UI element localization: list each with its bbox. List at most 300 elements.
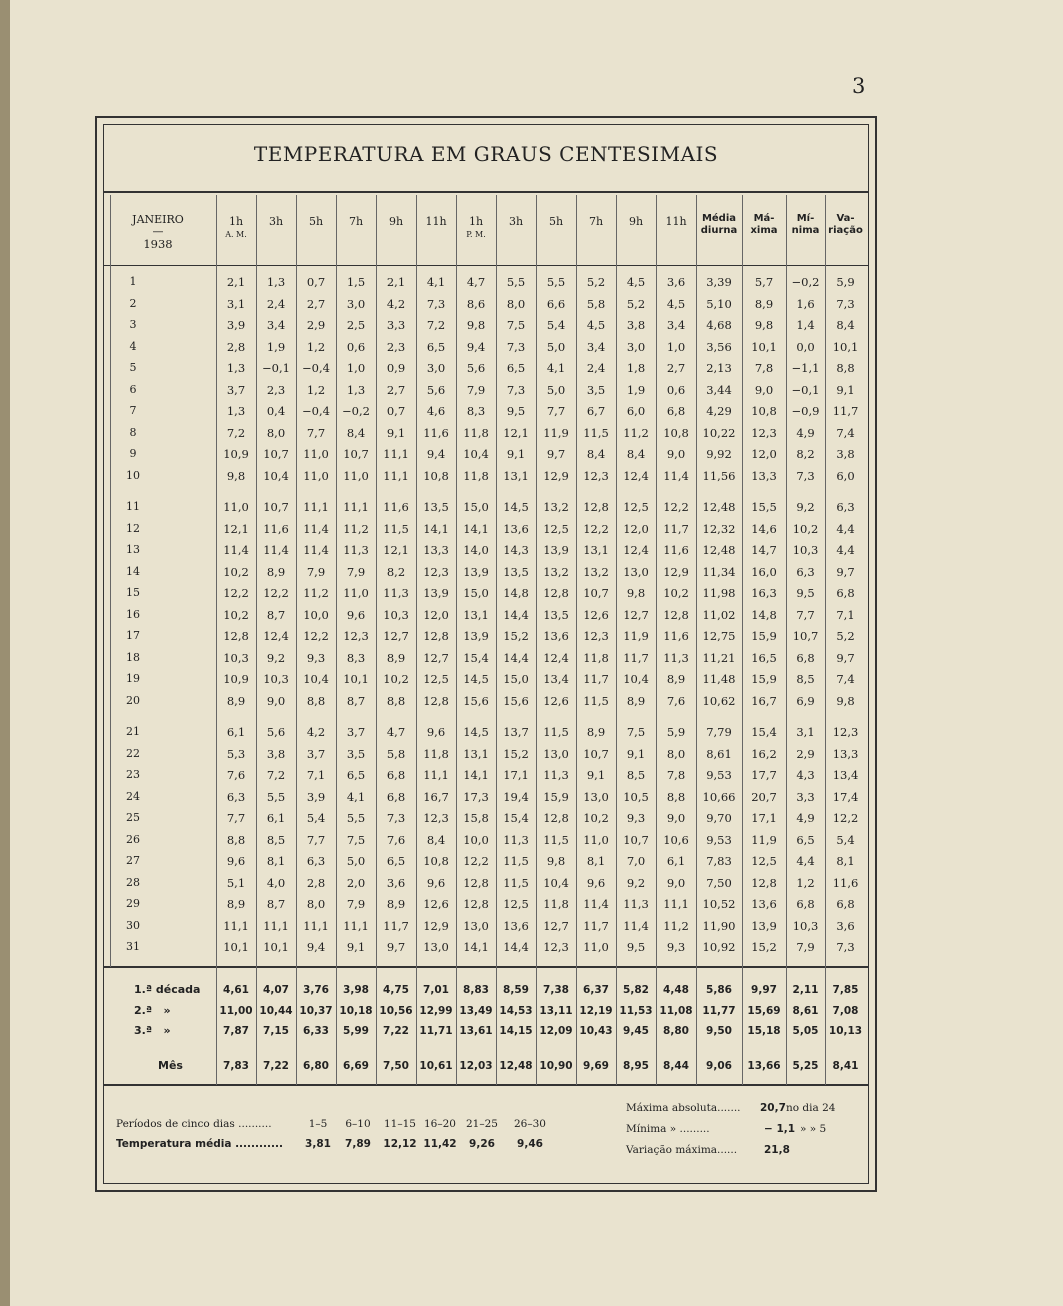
- table-cell: 12,5: [423, 672, 449, 686]
- summary-cell: 12,48: [499, 1060, 533, 1072]
- table-cell: 11,5: [583, 425, 609, 440]
- table-cell: 3,7: [226, 382, 246, 397]
- table-cell: 13,3: [832, 746, 859, 761]
- table-cell: 9,7: [836, 564, 855, 579]
- table-cell: 13,1: [583, 543, 609, 557]
- summary-cell: 15,18: [747, 1025, 781, 1037]
- table-cell: 15,4: [751, 725, 777, 739]
- table-cell: 2,13: [706, 361, 732, 375]
- table-cell: 4,6: [426, 404, 446, 418]
- table-cell: 9,0: [666, 875, 686, 890]
- table-cell: 9,8: [466, 318, 486, 332]
- summary-cell: 11,53: [619, 1005, 653, 1017]
- summary-cell: 7,08: [832, 1005, 859, 1017]
- table-cell: 13,9: [463, 564, 489, 579]
- table-cell: 11,21: [702, 650, 736, 665]
- min-abs-value: − 1,1: [764, 1123, 796, 1135]
- day-label: 23: [126, 768, 140, 781]
- variation-value: 21,8: [764, 1144, 790, 1156]
- summary-cell: 3,98: [343, 984, 369, 996]
- table-cell: 10,1: [751, 339, 777, 354]
- table-cell: 12,2: [303, 629, 329, 643]
- table-cell: 13,1: [463, 607, 489, 622]
- table-cell: 12,8: [463, 897, 489, 911]
- period-mean-temp: 3,81: [305, 1138, 331, 1150]
- table-cell: 11,1: [303, 918, 329, 933]
- table-cell: −0,9: [791, 404, 820, 418]
- table-cell: 10,9: [223, 447, 249, 461]
- table-cell: 14,6: [751, 521, 777, 536]
- table-cell: 11,4: [623, 918, 649, 933]
- table-cell: 4,5: [666, 296, 686, 311]
- table-cell: 7,8: [754, 361, 774, 375]
- table-cell: 1,5: [346, 275, 366, 289]
- table-cell: 12,4: [263, 629, 289, 643]
- summary-cell: 6,69: [343, 1060, 369, 1072]
- table-cell: 11,7: [623, 650, 649, 665]
- table-cell: 11,1: [263, 918, 289, 933]
- period-mean-temp: 9,26: [469, 1138, 495, 1150]
- table-cell: 9,1: [386, 425, 406, 440]
- column-header-sub-1: A. M.: [225, 230, 247, 239]
- table-cell: 7,3: [426, 296, 446, 311]
- table-cell: 13,2: [543, 564, 569, 579]
- table-cell: 1,3: [346, 382, 366, 397]
- table-cell: 5,2: [836, 629, 855, 643]
- table-cell: 12,2: [263, 586, 289, 600]
- table-cell: 15,2: [503, 746, 529, 761]
- table-cell: 11,3: [663, 650, 689, 665]
- table-cell: 11,6: [663, 629, 689, 643]
- table-cell: 7,3: [386, 811, 406, 825]
- table-cell: 8,8: [666, 789, 686, 804]
- table-cell: 11,7: [583, 918, 609, 933]
- table-cell: 12,9: [663, 564, 689, 579]
- table-cell: 12,32: [702, 521, 736, 536]
- table-cell: 8,4: [586, 447, 606, 461]
- table-cell: 12,3: [343, 629, 369, 643]
- table-cell: 8,6: [466, 296, 486, 311]
- day-label: 4: [129, 339, 137, 353]
- table-cell: 13,3: [751, 468, 777, 483]
- table-cell: 12,8: [543, 586, 569, 600]
- summary-cell: 13,66: [747, 1060, 781, 1072]
- table-cell: 7,5: [346, 832, 366, 847]
- table-cell: 9,8: [836, 693, 855, 708]
- summary-cell: 10,18: [339, 1005, 373, 1017]
- summary-cell: 10,90: [539, 1060, 573, 1072]
- table-cell: 10,1: [343, 672, 369, 686]
- table-cell: 13,0: [463, 918, 489, 933]
- table-cell: 9,8: [226, 468, 246, 483]
- table-cell: 6,6: [546, 296, 566, 311]
- table-cell: 10,92: [702, 940, 736, 954]
- table-cell: 14,1: [423, 521, 449, 536]
- table-cell: 5,5: [266, 789, 286, 804]
- table-cell: 1,0: [666, 339, 686, 354]
- table-cell: 8,9: [226, 693, 246, 708]
- table-cell: 7,4: [836, 672, 855, 686]
- table-cell: 10,2: [223, 607, 249, 622]
- table-cell: 8,9: [386, 897, 406, 911]
- table-cell: 12,2: [583, 521, 609, 536]
- table-cell: 11,90: [702, 918, 736, 933]
- summary-cell: 7,22: [383, 1025, 409, 1037]
- table-cell: 4,2: [386, 296, 406, 311]
- table-cell: 12,3: [423, 811, 449, 825]
- table-cell: 1,9: [266, 339, 286, 354]
- summary-cell: 11,00: [219, 1005, 253, 1017]
- table-cell: 11,3: [543, 768, 569, 782]
- table-cell: 2,0: [346, 875, 366, 890]
- table-cell: 11,1: [223, 918, 249, 933]
- table-cell: 17,7: [751, 768, 777, 782]
- table-cell: 15,0: [503, 672, 529, 686]
- min-abs-day: » » 5: [800, 1123, 827, 1135]
- summary-cell: 4,07: [263, 984, 289, 996]
- table-cell: 6,8: [796, 650, 815, 665]
- table-cell: 9,7: [836, 650, 855, 665]
- table-cell: 5,6: [266, 725, 286, 739]
- table-cell: 6,8: [836, 586, 855, 600]
- table-cell: 11,3: [343, 543, 369, 557]
- day-label: 27: [126, 854, 140, 867]
- table-cell: 9,2: [266, 650, 286, 665]
- day-label: 31: [126, 940, 140, 953]
- table-cell: 10,6: [663, 832, 689, 847]
- summary-cell: 8,80: [663, 1025, 689, 1037]
- table-cell: 11,5: [583, 693, 609, 708]
- table-cell: 12,8: [751, 875, 777, 890]
- table-cell: 8,9: [666, 672, 686, 686]
- table-cell: 2,8: [306, 875, 326, 890]
- table-cell: 10,7: [583, 746, 609, 761]
- table-cell: 7,5: [626, 725, 646, 739]
- table-cell: 15,6: [503, 693, 529, 708]
- table-cell: 6,0: [626, 404, 646, 418]
- table-cell: 12,7: [383, 629, 409, 643]
- summary-cell: 8,59: [503, 984, 529, 996]
- table-cell: 10,7: [263, 447, 289, 461]
- table-cell: 7,7: [226, 811, 246, 825]
- summary-rule: [103, 966, 869, 968]
- table-cell: 4,4: [836, 521, 855, 536]
- summary-cell: 5,82: [623, 984, 649, 996]
- summary-cell: 10,44: [259, 1005, 293, 1017]
- table-cell: 8,7: [266, 607, 286, 622]
- title-rule: [103, 191, 869, 193]
- table-cell: 8,1: [836, 854, 855, 868]
- table-cell: 9,7: [386, 940, 406, 954]
- table-cell: 2,3: [266, 382, 286, 397]
- table-cell: 12,48: [702, 543, 736, 557]
- table-cell: 14,8: [503, 586, 529, 600]
- table-cell: 13,4: [543, 672, 569, 686]
- summary-cell: 7,01: [423, 984, 449, 996]
- summary-label: 3.ª »: [134, 1024, 171, 1037]
- column-header-sub-14: xima: [750, 225, 778, 236]
- table-cell: 11,02: [702, 607, 736, 622]
- table-cell: 11,4: [263, 543, 289, 557]
- table-cell: 7,5: [506, 318, 526, 332]
- table-cell: 6,3: [306, 854, 326, 868]
- table-cell: 8,61: [706, 746, 732, 761]
- table-cell: 11,3: [623, 897, 649, 911]
- summary-cell: 9,06: [706, 1060, 732, 1072]
- table-cell: −0,4: [302, 404, 330, 418]
- table-cell: 3,9: [226, 318, 246, 332]
- table-cell: 7,7: [306, 425, 326, 440]
- column-header-13: Média: [701, 213, 737, 224]
- table-cell: 12,3: [423, 564, 449, 579]
- table-cell: 12,6: [583, 607, 609, 622]
- table-cell: 4,4: [836, 543, 855, 557]
- table-cell: 5,0: [546, 339, 566, 354]
- column-header-6: 11h: [425, 215, 447, 228]
- table-cell: 10,8: [423, 854, 449, 868]
- column-header-8: 3h: [508, 215, 524, 228]
- table-cell: 12,8: [423, 629, 449, 643]
- table-cell: 12,7: [543, 918, 569, 933]
- table-cell: 14,3: [503, 543, 529, 557]
- table-cell: 6,3: [836, 500, 855, 514]
- table-cell: 12,5: [751, 854, 777, 868]
- table-cell: 12,1: [383, 543, 409, 557]
- table-cell: 8,9: [226, 897, 246, 911]
- table-cell: 5,10: [706, 296, 732, 311]
- variation-label: Variação máxima......: [626, 1144, 738, 1156]
- table-cell: 6,1: [266, 811, 286, 825]
- table-cell: −0,2: [791, 275, 820, 289]
- table-cell: 12,5: [503, 897, 529, 911]
- table-cell: 10,3: [263, 672, 289, 686]
- table-cell: 7,6: [666, 693, 686, 708]
- table-cell: 16,3: [751, 586, 777, 600]
- table-cell: 12,6: [423, 897, 449, 911]
- period-label: 1–5: [308, 1118, 328, 1130]
- table-cell: 8,5: [796, 672, 815, 686]
- day-label: 11: [126, 500, 140, 513]
- table-cell: 2,7: [666, 361, 686, 375]
- period-label: 6–10: [345, 1118, 371, 1130]
- table-cell: 14,5: [463, 725, 489, 739]
- table-cell: 8,4: [346, 425, 366, 440]
- table-cell: 8,1: [586, 854, 606, 868]
- table-cell: 13,7: [503, 725, 529, 739]
- table-cell: 10,7: [263, 500, 289, 514]
- table-cell: 3,7: [346, 725, 366, 739]
- table-cell: 0,7: [386, 404, 406, 418]
- table-cell: 10,8: [663, 425, 689, 440]
- table-cell: 3,56: [706, 339, 732, 354]
- table-cell: 8,2: [386, 564, 406, 579]
- table-cell: 15,0: [463, 586, 489, 600]
- table-cell: 7,9: [346, 897, 366, 911]
- table-cell: 3,0: [346, 296, 366, 311]
- table-cell: 7,9: [306, 564, 326, 579]
- table-cell: 7,3: [836, 940, 855, 954]
- column-header-4: 7h: [348, 215, 364, 228]
- table-cell: 4,1: [346, 789, 366, 804]
- table-cell: 10,2: [663, 586, 689, 600]
- table-cell: 8,3: [466, 404, 486, 418]
- table-cell: 4,1: [546, 361, 566, 375]
- table-cell: 11,6: [832, 875, 859, 890]
- table-cell: 13,9: [543, 543, 569, 557]
- table-cell: 12,5: [623, 500, 649, 514]
- table-cell: 11,1: [383, 447, 409, 461]
- table-cell: 2,9: [306, 318, 326, 332]
- table-cell: 12,3: [583, 468, 609, 483]
- summary-cell: 7,85: [832, 984, 859, 996]
- table-cell: 10,2: [383, 672, 409, 686]
- period-label: 26–30: [514, 1118, 546, 1130]
- table-cell: 3,7: [306, 746, 326, 761]
- table-cell: 9,3: [666, 940, 686, 954]
- summary-cell: 5,25: [792, 1060, 819, 1072]
- period-mean-temp: 11,42: [423, 1138, 457, 1150]
- summary-cell: 12,03: [459, 1060, 493, 1072]
- day-label: 5: [129, 361, 137, 374]
- table-cell: 15,4: [503, 811, 529, 825]
- summary-cell: 4,61: [223, 984, 249, 996]
- table-cell: 13,5: [503, 564, 529, 579]
- table-cell: 16,0: [751, 564, 777, 579]
- table-cell: 9,8: [626, 586, 646, 600]
- table-cell: 12,0: [751, 447, 777, 461]
- table-cell: 2,5: [346, 318, 366, 332]
- table-cell: 3,6: [666, 275, 686, 289]
- table-cell: 3,5: [346, 746, 366, 761]
- day-label: 16: [126, 607, 140, 621]
- table-cell: 15,5: [751, 500, 777, 514]
- table-cell: 1,2: [306, 339, 326, 354]
- table-cell: 12,0: [423, 607, 449, 622]
- table-cell: 8,7: [346, 693, 366, 708]
- table-cell: 10,7: [623, 832, 649, 847]
- summary-cell: 12,99: [419, 1005, 453, 1017]
- table-cell: 13,0: [583, 789, 609, 804]
- table-cell: 14,4: [503, 940, 529, 954]
- table-cell: 12,9: [543, 468, 569, 483]
- table-cell: 9,1: [346, 940, 366, 954]
- table-cell: 10,2: [223, 564, 249, 579]
- table-cell: 8,0: [266, 425, 286, 440]
- table-cell: 4,0: [266, 875, 286, 890]
- table-cell: 11,4: [663, 468, 689, 483]
- table-cell: 6,1: [226, 725, 246, 739]
- table-cell: 11,5: [383, 521, 409, 536]
- column-header-sub-13: diurna: [700, 225, 738, 236]
- table-cell: 11,9: [543, 425, 569, 440]
- table-cell: 10,0: [303, 607, 329, 622]
- table-cell: 11,6: [263, 521, 289, 536]
- table-cell: 7,2: [426, 318, 446, 332]
- table-cell: 1,6: [796, 296, 815, 311]
- table-cell: 10,1: [263, 940, 289, 954]
- table-cell: 11,1: [343, 918, 369, 933]
- table-cell: 6,8: [666, 404, 686, 418]
- table-cell: 9,4: [426, 447, 446, 461]
- table-cell: 11,4: [303, 521, 329, 536]
- table-cell: 7,7: [796, 607, 815, 622]
- column-header-sub-16: riação: [828, 225, 863, 236]
- table-cell: 7,50: [706, 875, 732, 890]
- table-cell: 4,4: [796, 854, 815, 868]
- table-cell: 9,2: [796, 500, 815, 514]
- footer-rule: [103, 1084, 869, 1086]
- table-cell: 17,3: [463, 789, 489, 804]
- table-cell: 3,8: [836, 447, 855, 461]
- summary-cell: 6,80: [303, 1060, 329, 1072]
- table-cell: 8,9: [754, 296, 774, 311]
- table-cell: 12,8: [663, 607, 689, 622]
- table-cell: 5,0: [546, 382, 566, 397]
- table-cell: 0,7: [306, 275, 326, 289]
- table-cell: 5,5: [346, 811, 366, 825]
- table-cell: 14,5: [463, 672, 489, 686]
- table-cell: 12,75: [702, 629, 736, 643]
- table-cell: 10,7: [792, 629, 819, 643]
- table-cell: 13,5: [423, 500, 449, 514]
- table-cell: 1,4: [796, 318, 815, 332]
- table-cell: 4,5: [586, 318, 606, 332]
- table-cell: 7,1: [306, 768, 326, 782]
- table-cell: 8,1: [266, 854, 286, 868]
- table-cell: 9,4: [466, 339, 486, 354]
- table-cell: 10,2: [583, 811, 609, 825]
- table-cell: 2,1: [226, 275, 246, 289]
- table-cell: 10,3: [792, 543, 819, 557]
- table-cell: 10,9: [223, 672, 249, 686]
- table-cell: 5,5: [546, 275, 566, 289]
- column-header-12: 11h: [665, 215, 687, 228]
- table-cell: 11,6: [423, 425, 449, 440]
- day-label: 7: [129, 404, 137, 417]
- column-header-3: 5h: [308, 215, 324, 228]
- table-cell: 10,1: [223, 940, 249, 954]
- table-cell: 14,1: [463, 521, 489, 536]
- table-cell: 2,3: [386, 339, 406, 354]
- summary-cell: 11,71: [419, 1025, 453, 1037]
- table-cell: 11,9: [623, 629, 649, 643]
- table-cell: 2,4: [586, 361, 606, 375]
- table-cell: 9,2: [626, 875, 646, 890]
- table-cell: 1,8: [626, 361, 646, 375]
- table-cell: 12,8: [423, 693, 449, 708]
- table-cell: 5,6: [466, 361, 486, 375]
- table-cell: 13,9: [423, 586, 449, 600]
- table-cell: 11,8: [463, 468, 489, 483]
- table-cell: 8,8: [836, 361, 855, 375]
- table-cell: 13,1: [463, 746, 489, 761]
- table-cell: 1,3: [226, 361, 246, 375]
- day-label: 8: [129, 425, 137, 439]
- min-abs-label: Mínima » .........: [626, 1123, 710, 1135]
- summary-cell: 8,44: [663, 1060, 689, 1072]
- column-header-5: 9h: [388, 215, 404, 228]
- mean-temp-label: Temperatura média ............: [116, 1138, 283, 1150]
- table-cell: 10,1: [832, 339, 859, 354]
- table-cell: 15,4: [463, 650, 489, 665]
- table-cell: 7,9: [796, 940, 815, 954]
- table-cell: 10,4: [463, 447, 489, 461]
- summary-cell: 14,15: [499, 1025, 533, 1037]
- table-cell: 7,9: [466, 382, 486, 397]
- table-cell: 12,9: [423, 918, 449, 933]
- table-cell: 15,9: [543, 789, 569, 804]
- period-label: 21–25: [466, 1118, 498, 1130]
